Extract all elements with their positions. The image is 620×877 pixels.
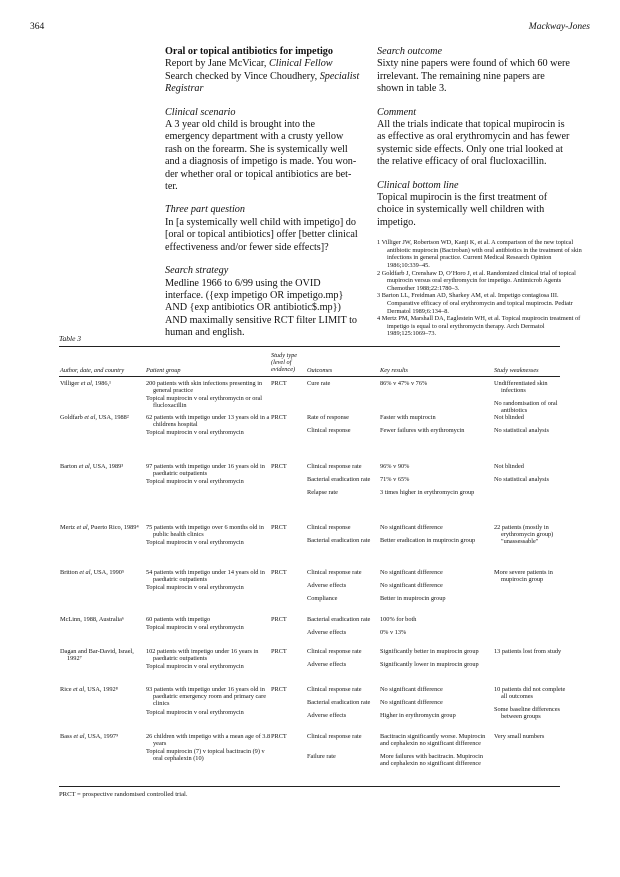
header-outcomes: Outcomes <box>307 367 333 374</box>
cell-key-result: More failures with bacitracin. Mupirocin and cephalexin no significant difference <box>380 753 483 768</box>
cell-weakness: More severe patients in mupirocin group <box>494 569 553 584</box>
table-bottom-rule <box>59 786 560 787</box>
cell-outcome: Bacterial eradication rate <box>307 476 371 483</box>
cell-outcome: Bacterial eradication rate <box>307 699 371 706</box>
cell-weakness: Undifferentiated skin infections <box>494 380 548 395</box>
cell-key-result: Better in mupirocin group <box>380 595 446 602</box>
right-column <box>377 46 585 338</box>
outcome-heading: Search outcome <box>377 46 442 57</box>
table-header-rule <box>59 376 560 377</box>
cell-key-result: Significantly lower in mupirocin group <box>380 661 479 668</box>
cell-author: Villiger et al, 1986,¹ <box>60 380 112 387</box>
cell-key-result: No significant difference <box>380 686 443 693</box>
cell-key-result: Faster with mupirocin <box>380 414 436 421</box>
cell-outcome: Bacterial eradication rate <box>307 616 371 623</box>
page-number: 364 <box>30 22 45 32</box>
table-footnote: PRCT = prospective randomised controlled trial. <box>59 791 188 798</box>
cell-outcome: Adverse effects <box>307 661 347 668</box>
cell-patient-group: Topical mupirocin v oral erythromycin <box>146 477 244 485</box>
cell-outcome: Compliance <box>307 595 338 602</box>
running-head: Mackway-Jones <box>528 22 590 32</box>
cell-outcome: Bacterial eradication rate <box>307 537 371 544</box>
cell-patient-group: 26 children with impetigo with a mean age of 3.8 years <box>146 733 271 748</box>
bottom-line-heading: Clinical bottom line <box>377 179 459 191</box>
cell-study-type: PRCT <box>271 733 287 740</box>
question-heading: Three part question <box>165 204 245 216</box>
bottom-line-text: Topical mupirocin is the first treatment of choice in systemically well children with impetigo. <box>377 192 548 228</box>
strategy-text: Medline 1966 to 6/99 using the OVID interface. ({exp impetigo OR impetigo.mp} AND {exp antibiotics OR antibiotic$.mp}) AND maximally sensitive RCT filter LIMIT to human and english. <box>165 277 358 339</box>
cell-key-result: No significant difference <box>380 699 443 706</box>
cell-outcome: Clinical response <box>307 524 351 531</box>
cell-key-result: Higher in erythromycin group <box>380 712 456 719</box>
cell-weakness: Some baseline differences between groups <box>494 706 560 721</box>
cell-weakness: Not blinded <box>494 414 524 421</box>
table-label: Table 3 <box>59 334 82 343</box>
cell-key-result: 0% v 13% <box>380 629 407 636</box>
cell-weakness: No statistical analysis <box>494 427 549 434</box>
strategy-heading: Search strategy <box>165 265 229 277</box>
comment-text: All the trials indicate that topical mupirocin is as effective as oral erythromycin and has fewer systemic side effects. Only one trial looked at the relative efficacy of oral flucloxacillin. <box>377 119 570 168</box>
cell-key-result: No significant difference <box>380 524 443 531</box>
cell-patient-group: 75 patients with impetigo over 6 months old in public health clinics <box>146 524 264 539</box>
cell-author: Mertz et al, Puerto Rico, 1989⁴ <box>60 524 139 531</box>
reference-list <box>377 239 585 338</box>
comment-heading: Comment <box>377 106 417 118</box>
scenario-text: A 3 year old child is brought into the emergency department with a crusty yellow rash on the forearm. She is systemically well and a diagnosis of impetigo is made. You won- der whether oral or topical antibiotics are bet- ter. <box>165 119 357 193</box>
cell-study-type: PRCT <box>271 463 287 470</box>
cell-patient-group: 62 patients with impetigo under 13 years old in a childrens hospital <box>146 414 270 429</box>
header-author: Author, date, and country <box>60 367 125 374</box>
cell-study-type: PRCT <box>271 414 287 421</box>
cell-outcome: Rate of response <box>307 414 349 421</box>
cell-key-result: Bacitracin significantly worse. Mupirocin and cephalexin no significant difference <box>380 733 486 748</box>
cell-patient-group: Topical mupirocin v oral erythromycin <box>146 538 244 546</box>
left-column <box>165 46 373 340</box>
cell-weakness: No statistical analysis <box>494 476 549 483</box>
cell-key-result: Better eradication in mupirocin group <box>380 537 476 544</box>
reference-item: 1 Villiger JW, Robertson WD, Kanji K, et al. A comparison of the new topical antibiotic mupirocin (Bactroban) with oral antibiotics in the treatment of skin infections in general practice. Current Medical Research Opinion 1986;10:339–45. <box>377 239 582 270</box>
cell-key-result: 86% v 47% v 76% <box>380 380 428 387</box>
cell-study-type: PRCT <box>271 569 287 576</box>
cell-patient-group: Topical mupirocin v oral erythromycin or oral flucloxacillin <box>146 394 263 409</box>
cell-author: Goldfarb et al, USA, 1988² <box>60 414 129 421</box>
reference-item: 2 Goldfarb J, Crenshaw D, O’Horo J, et al. Randomized clinical trial of topical mupirocin versus oral erythromycin for impetigo. Antimicrob Agents Chemother 1988;22:1780–3. <box>377 269 576 292</box>
cell-outcome: Clinical response rate <box>307 569 362 576</box>
cell-patient-group: 200 patients with skin infections presenting in general practice <box>146 380 263 395</box>
table-top-rule <box>59 346 560 347</box>
cell-patient-group: 93 patients with impetigo under 16 years old in paediatric emergency room and primary care clinics <box>146 686 266 708</box>
cell-patient-group: Topical mupirocin v oral erythromycin <box>146 708 244 716</box>
cell-outcome: Failure rate <box>307 753 336 760</box>
cell-study-type: PRCT <box>271 380 287 387</box>
cell-patient-group: 102 patients with impetigo under 16 years in paediatric outpatients <box>146 648 259 663</box>
cell-study-type: PRCT <box>271 524 287 531</box>
cell-study-type: PRCT <box>271 616 287 623</box>
cell-author: Rice et al, USA, 1992⁸ <box>60 686 118 693</box>
cell-author: McLinn, 1988, Australia⁶ <box>60 616 125 623</box>
cell-weakness: 22 patients (mostly in erythromycin group) "unassessable" <box>494 524 554 546</box>
cell-patient-group: Topical mupirocin v oral erythromycin <box>146 662 244 670</box>
cell-patient-group: Topical mupirocin v oral erythromycin <box>146 583 244 591</box>
cell-outcome: Relapse rate <box>307 489 338 496</box>
cell-outcome: Clinical response rate <box>307 648 362 655</box>
header-results: Key results <box>380 367 408 374</box>
cell-author: Barton et al, USA, 1989³ <box>60 463 124 470</box>
search-checked-role: Registrar <box>165 83 204 95</box>
cell-outcome: Clinical response rate <box>307 686 362 693</box>
report-by: Report by Jane McVicar, Clinical Fellow <box>165 58 333 70</box>
article-title: Oral or topical antibiotics for impetigo <box>165 46 333 57</box>
header-weakness: Study weaknesses <box>494 367 539 374</box>
cell-weakness: No randomisation of oral antibiotics <box>494 400 558 415</box>
cell-author: Dagan and Bar-David, Israel, 1992⁷ <box>60 648 134 663</box>
scenario-heading: Clinical scenario <box>165 106 236 118</box>
cell-key-result: No significant difference <box>380 582 443 589</box>
cell-patient-group: 97 patients with impetigo under 16 years old in paediatric outpatients <box>146 463 265 478</box>
cell-outcome: Adverse effects <box>307 582 347 589</box>
cell-study-type: PRCT <box>271 648 287 655</box>
cell-outcome: Adverse effects <box>307 712 347 719</box>
cell-patient-group: Topical mupirocin (7) v topical bacitracin (9) v oral cephalexin (10) <box>146 747 265 762</box>
outcome-text: Sixty nine papers were found of which 60 were irrelevant. The remaining nine papers are shown in table 3. <box>377 58 570 95</box>
cell-key-result: Fewer failures with erythromycin <box>380 427 465 434</box>
reference-item: 3 Barton LL, Freidman AD, Sharkey AM, et al. Impetigo contagiosa III. Comparative efficacy of oral erythromycin and topical mupirocin. Pediatr Dermatol 1989;6:134–8. <box>377 292 573 315</box>
cell-outcome: Clinical response rate <box>307 733 362 740</box>
cell-patient-group: Topical mupirocin v oral erythromycin <box>146 428 244 436</box>
cell-patient-group: 60 patients with impetigo <box>146 616 211 623</box>
cell-outcome: Clinical response <box>307 427 351 434</box>
cell-key-result: No significant difference <box>380 569 443 576</box>
header-patient: Patient group <box>146 367 181 374</box>
cell-weakness: Very small numbers <box>494 733 545 740</box>
cell-key-result: 3 times higher in erythromycin group <box>380 489 475 496</box>
cell-outcome: Adverse effects <box>307 629 347 636</box>
cell-author: Bass et al, USA, 1997⁹ <box>60 733 119 740</box>
cell-weakness: 13 patients lost from study <box>494 648 562 655</box>
cell-patient-group: 54 patients with impetigo under 14 years old in paediatric outpatients <box>146 569 265 584</box>
reference-item: 4 Mertz PM, Marshall DA, Eaglestein WH, et al. Topical mupirocin treatment of impetigo is equal to oral erythromycin therapy. Arch Dermatol 1989;125:1069–73. <box>377 315 581 338</box>
cell-outcome: Cure rate <box>307 380 331 387</box>
search-checked-by: Search checked by Vince Choudhery, Specialist <box>165 70 360 82</box>
cell-key-result: 71% v 65% <box>380 476 410 483</box>
header-study-type: Study type (level of evidence) <box>271 352 298 374</box>
cell-weakness: 10 patients did not complete all outcomes <box>494 686 566 701</box>
cell-key-result: 96% v 90% <box>380 463 410 470</box>
cell-key-result: 100% for both <box>380 616 417 623</box>
question-text: In [a systemically well child with impetigo] do [oral or topical antibiotics] offer [better clinical effectiveness and/or fewer side effects]? <box>165 216 358 253</box>
cell-key-result: Significantly better in mupirocin group <box>380 648 479 655</box>
cell-patient-group: Topical mupirocin v oral erythromycin <box>146 623 244 631</box>
cell-author: Britton et al, USA, 1990⁵ <box>60 569 125 576</box>
cell-weakness: Not blinded <box>494 463 524 470</box>
cell-study-type: PRCT <box>271 686 287 693</box>
cell-outcome: Clinical response rate <box>307 463 362 470</box>
